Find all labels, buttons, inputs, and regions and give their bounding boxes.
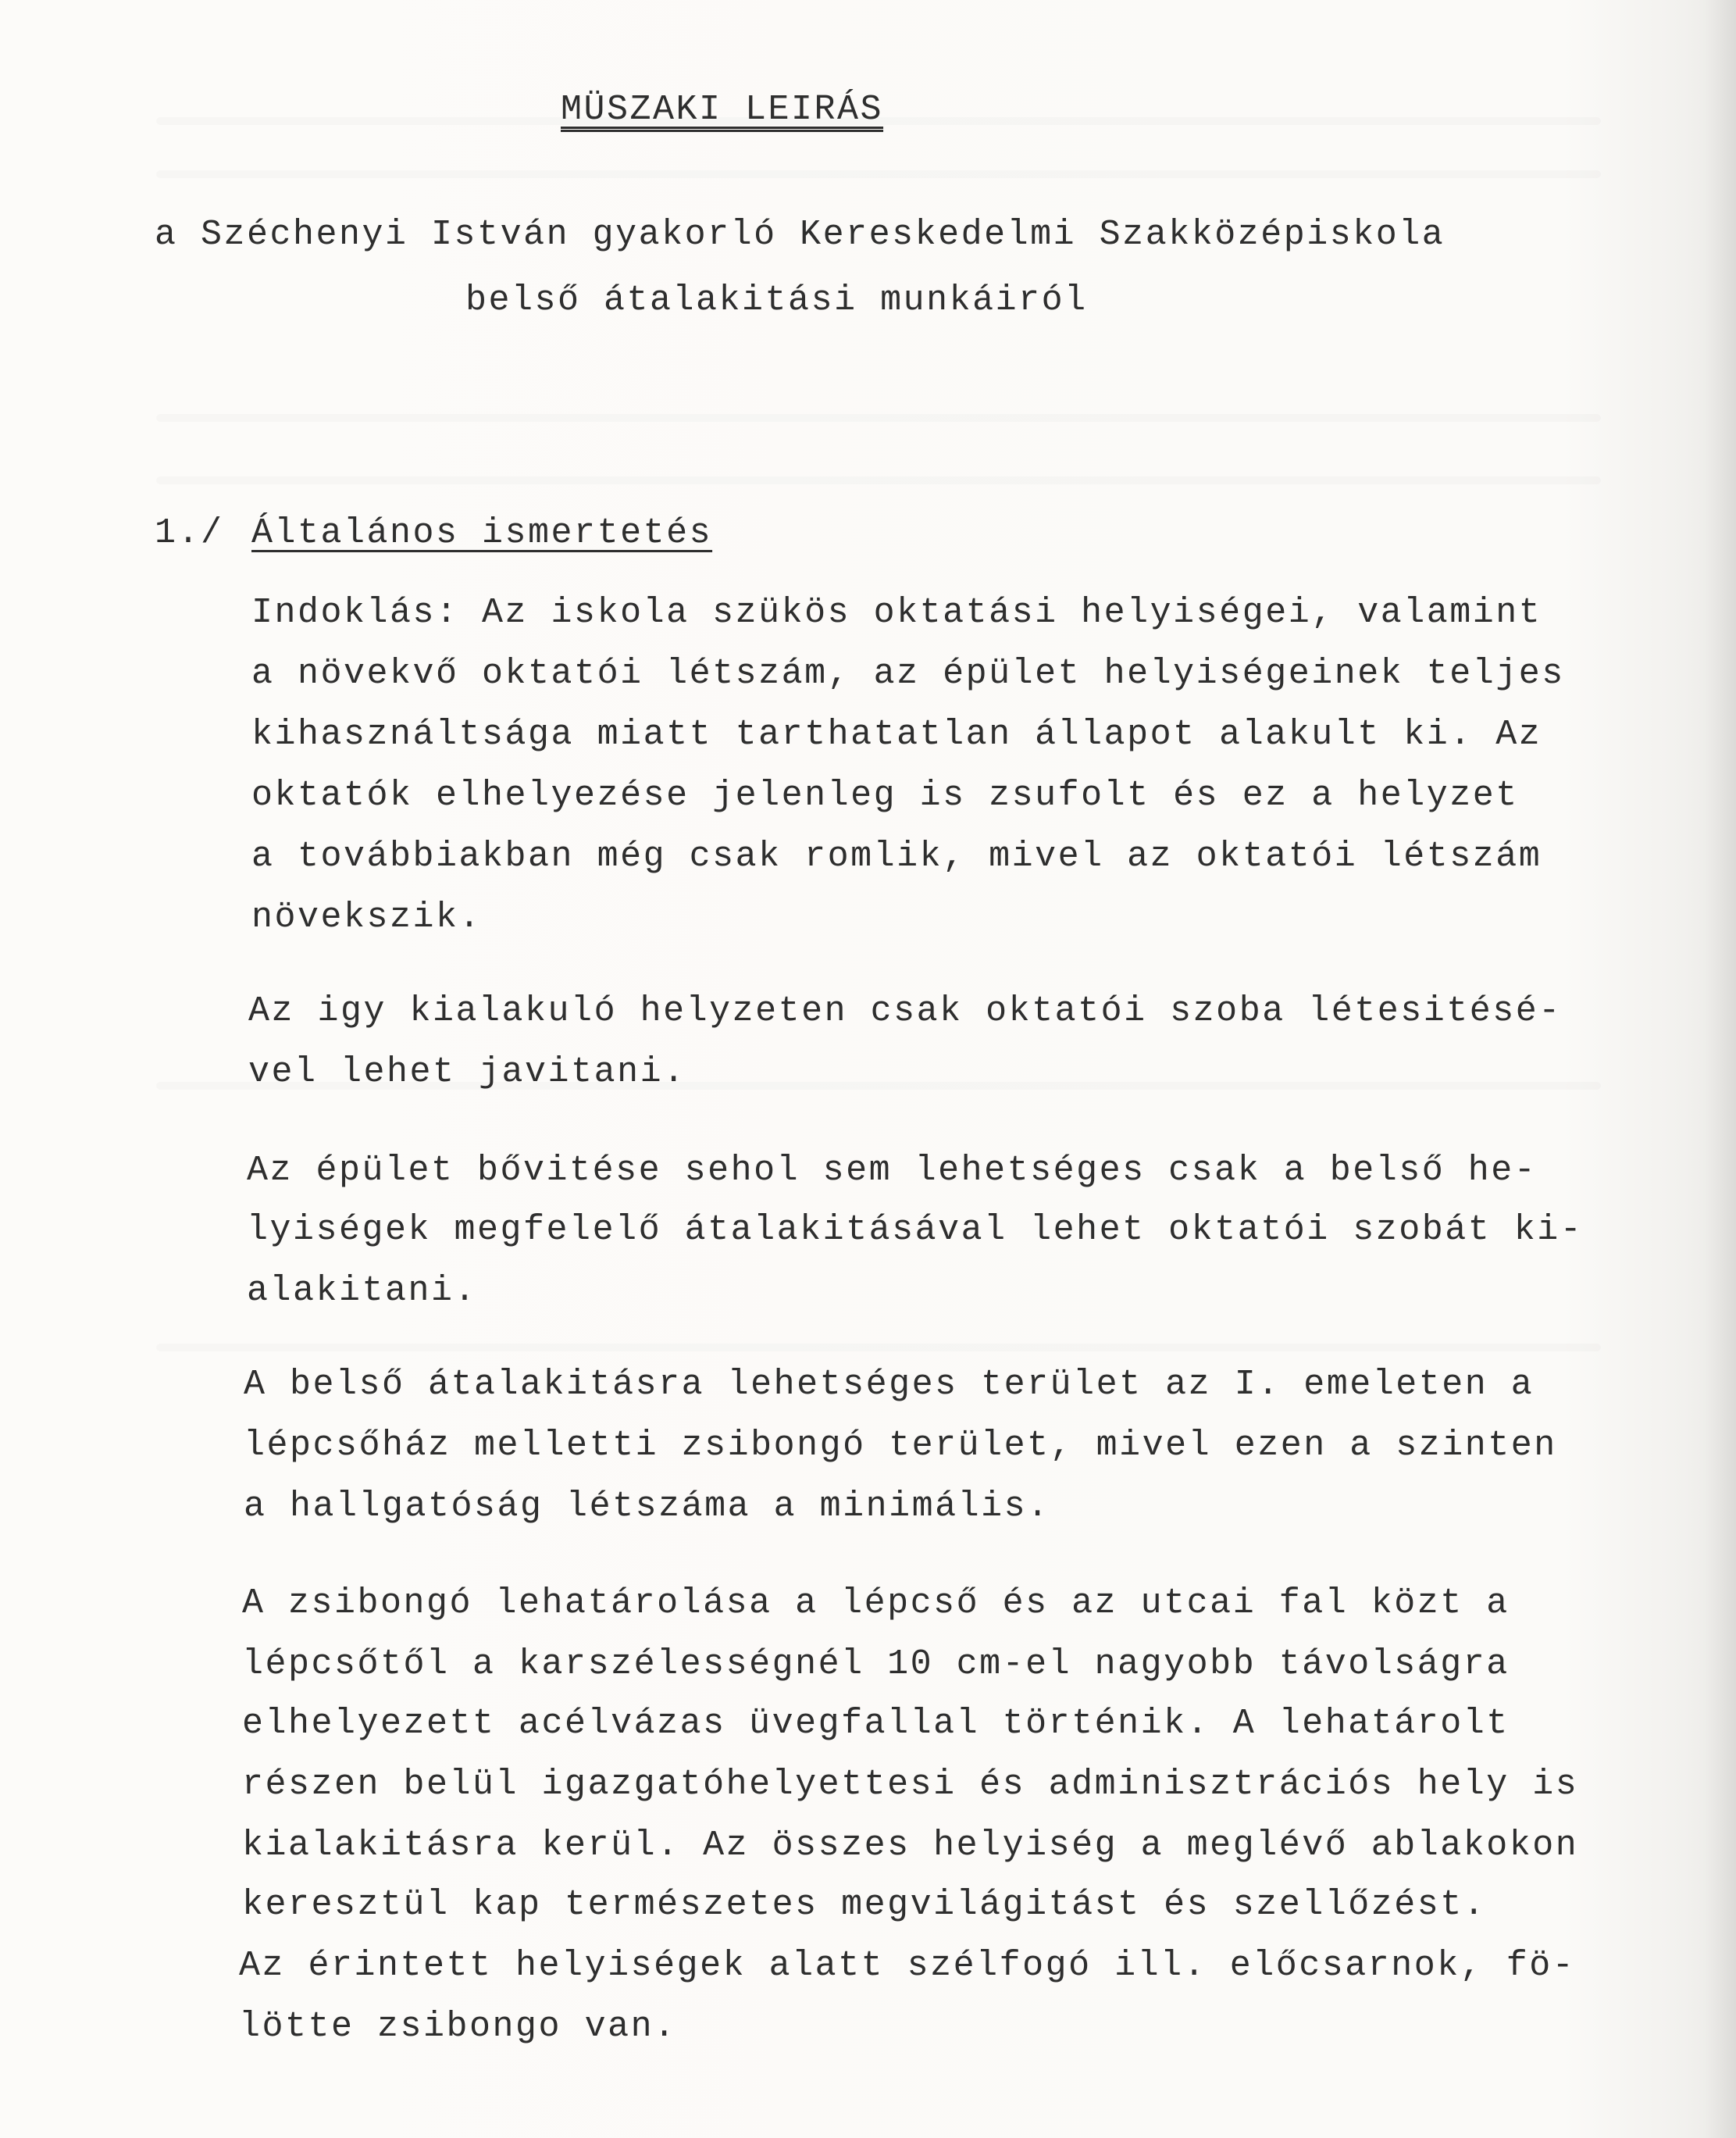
paragraph-5-line: A zsibongó lehatárolása a lépcső és az utcai fal közt a (242, 1583, 1510, 1623)
paragraph-1-line: oktatók elhelyezése jelenleg is zsufolt és ez a helyzet (251, 776, 1519, 816)
section-number: 1./ (155, 513, 224, 553)
paragraph-5-line: Az érintett helyiségek alatt szélfogó ill. előcsarnok, fö- (239, 1946, 1576, 1986)
bleed-through-trace (156, 170, 1601, 178)
document-title: MÜSZAKI LEIRÁS (561, 90, 884, 130)
paragraph-3-line: lyiségek megfelelő átalakitásával lehet oktatói szobát ki- (247, 1210, 1584, 1250)
paragraph-1-line: kihasználtsága miatt tarthatatlan állapot alakult ki. Az (251, 715, 1542, 755)
paragraph-4-line: lépcsőház melletti zsibongó terület, mivel ezen a szinten (244, 1426, 1557, 1465)
paragraph-5-line: kialakitásra kerül. Az összes helyiség a meglévő ablakokon (242, 1826, 1579, 1865)
paragraph-4-line: A belső átalakitásra lehetséges terület az I. emeleten a (244, 1365, 1535, 1405)
bleed-through-trace (156, 1344, 1601, 1351)
paragraph-2-line: Az igy kialakuló helyzeten csak oktatói szoba létesitésé- (248, 991, 1562, 1031)
section-heading: Általános ismertetés (251, 513, 713, 553)
paragraph-5-line: keresztül kap természetes megvilágitást és szellőzést. (242, 1885, 1487, 1925)
paragraph-5-line: részen belül igazgatóhelyettesi és adminisztrációs hely is (242, 1765, 1579, 1804)
bleed-through-trace (156, 414, 1601, 422)
page-edge-shadow (1705, 0, 1736, 2138)
paragraph-5-line: elhelyezett acélvázas üvegfallal történik. A lehatárolt (242, 1704, 1510, 1744)
bleed-through-trace (156, 476, 1601, 484)
paragraph-3-line: Az épület bővitése sehol sem lehetséges csak a belső he- (247, 1151, 1538, 1190)
paragraph-1-line: Indoklás: Az iskola szükös oktatási helyiségei, valamint (251, 593, 1542, 633)
paragraph-1-line: a növekvő oktatói létszám, az épület helyiségeinek teljes (251, 654, 1565, 694)
paragraph-4-line: a hallgatóság létszáma a minimális. (244, 1487, 1050, 1526)
paragraph-5-line: lötte zsibongo van. (239, 2007, 677, 2047)
paragraph-1-line: a továbbiakban még csak romlik, mivel az oktatói létszám (251, 837, 1542, 876)
paragraph-1-line: növekszik. (251, 898, 483, 937)
paragraph-5-line: lépcsőtől a karszélességnél 10 cm-el nagyobb távolságra (242, 1644, 1510, 1684)
subtitle-line-2: belső átalakitási munkáiról (465, 280, 1088, 320)
paragraph-3-line: alakitani. (247, 1271, 478, 1311)
subtitle-line-1: a Széchenyi István gyakorló Kereskedelmi Szakközépiskola (155, 215, 1445, 255)
paragraph-2-line: vel lehet javitani. (248, 1052, 686, 1092)
